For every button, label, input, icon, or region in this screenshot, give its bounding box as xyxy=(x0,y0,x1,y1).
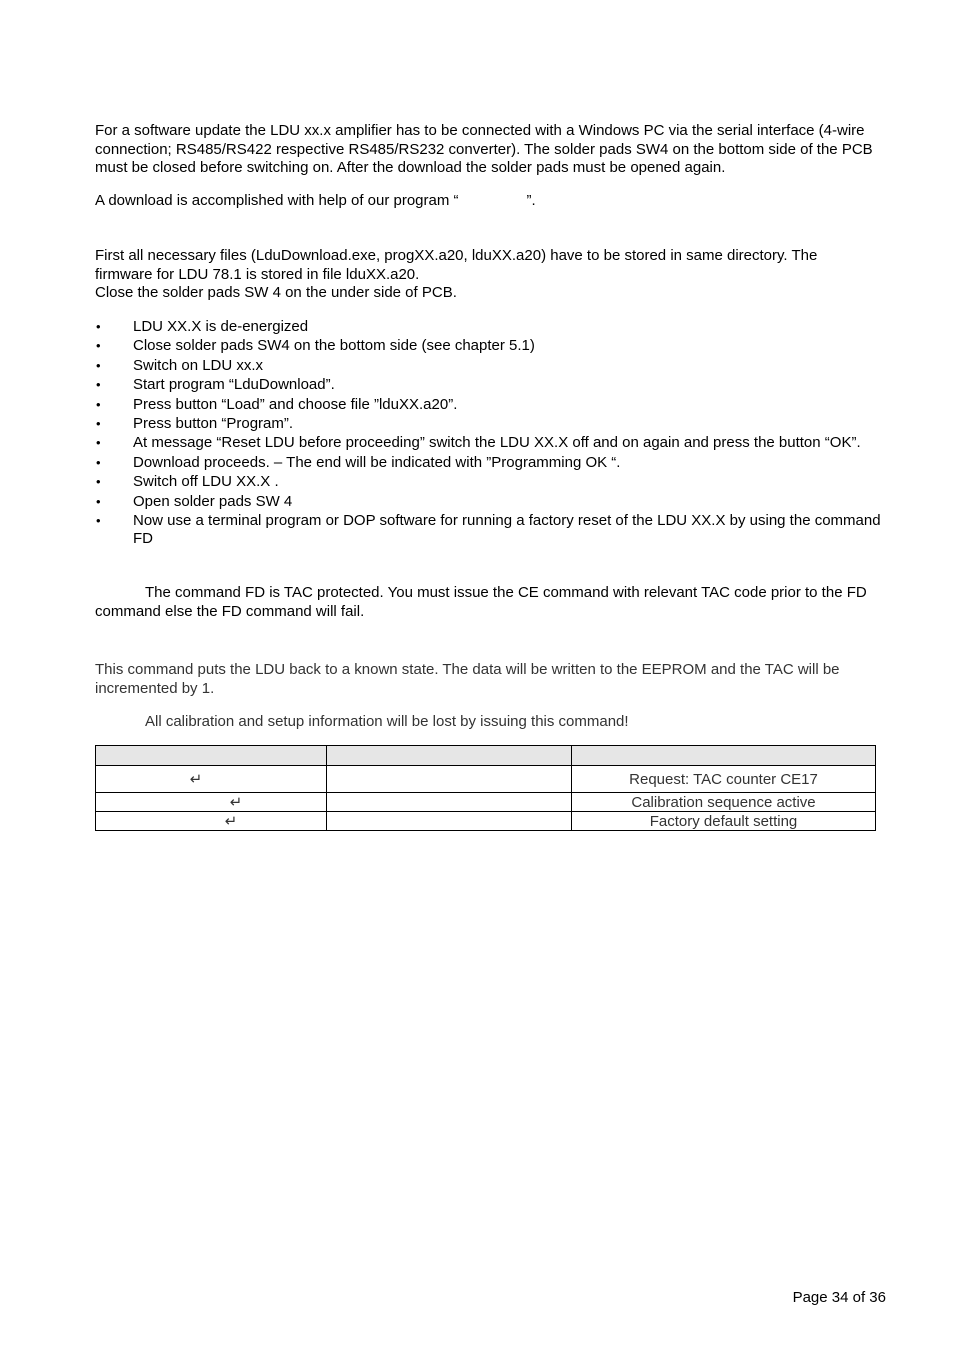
bullet-icon: • xyxy=(96,415,101,431)
step-text: Now use a terminal program or DOP software for running a factory reset of the LDU XX.X by using the command FD xyxy=(133,511,881,548)
fd-warning: All calibration and setup information will be lost by issuing this command! xyxy=(145,713,629,730)
list-item xyxy=(95,396,885,415)
bullet-icon: • xyxy=(96,357,101,373)
step-text: Close solder pads SW4 on the bottom side (see chapter 5.1) xyxy=(133,337,535,355)
download-program-prefix: A download is accomplished with help of our program “ xyxy=(95,192,459,209)
bullet-icon: • xyxy=(96,319,101,334)
table-header-cell xyxy=(96,746,327,766)
step-text: LDU XX.X is de-energized xyxy=(133,318,309,335)
meaning-cell: Factory default setting xyxy=(572,812,876,831)
fd-command-description: This command puts the LDU back to a known state. The data will be written to the EEPROM and the TAC will be incremented by 1. xyxy=(95,661,840,697)
table-header-cell xyxy=(327,746,572,766)
enter-key-icon: ↵ xyxy=(96,793,327,812)
bullet-icon: • xyxy=(96,493,101,509)
list-item xyxy=(95,357,885,376)
step-text: At message “Reset LDU before proceeding” switch the LDU XX.X off and on again and press the button “OK”. xyxy=(133,434,861,452)
files-paragraph xyxy=(95,247,891,303)
table-header-cell xyxy=(572,746,876,766)
step-text: Press button “Load” and choose file ”lduXX.a20”. xyxy=(133,395,458,413)
bullet-icon: • xyxy=(96,338,101,354)
bullet-icon: • xyxy=(96,435,101,451)
bullet-icon: • xyxy=(96,474,101,490)
table-header-row xyxy=(96,746,876,766)
bullet-icon: • xyxy=(96,454,101,470)
response-cell xyxy=(327,793,572,812)
bullet-icon: • xyxy=(96,512,101,528)
step-text: Switch off LDU XX.X . xyxy=(133,473,279,491)
table-row xyxy=(96,766,876,793)
list-item xyxy=(95,473,885,492)
meaning-cell: Request: TAC counter CE17 xyxy=(572,766,876,793)
enter-key-icon: ↵ xyxy=(96,766,327,793)
list-item xyxy=(95,337,885,356)
list-item xyxy=(95,512,885,549)
response-cell xyxy=(327,766,572,793)
list-item xyxy=(95,434,885,453)
list-item xyxy=(95,415,885,434)
bullet-icon: • xyxy=(96,396,101,412)
bullet-icon: • xyxy=(96,377,101,393)
list-item xyxy=(95,318,885,337)
download-steps-list xyxy=(95,318,885,550)
files-line-3: Close the solder pads SW 4 on the under side of PCB. xyxy=(95,284,457,301)
list-item xyxy=(95,454,885,473)
table-row xyxy=(96,812,876,831)
files-line-1: First all necessary files (LduDownload.exe, progXX.a20, lduXX.a20) have to be stored in same directory. The xyxy=(95,247,818,264)
step-text: Switch on LDU xx.x xyxy=(133,356,264,374)
page-number: Page 34 of 36 xyxy=(792,1289,886,1306)
step-text: Press button “Program”. xyxy=(133,414,294,432)
list-item xyxy=(95,493,885,512)
step-text: Start program “LduDownload”. xyxy=(133,376,335,394)
meaning-cell: Calibration sequence active xyxy=(572,793,876,812)
list-item xyxy=(95,376,885,395)
files-line-2: firmware for LDU 78.1 is stored in file lduXX.a20. xyxy=(95,265,420,283)
download-program-line xyxy=(95,192,891,211)
step-text: Download proceeds. – The end will be indicated with ”Programming OK “. xyxy=(133,453,621,471)
intro-paragraph: For a software update the LDU xx.x amplifier has to be connected with a Windows PC via the serial interface (4-wire connection; RS485/RS422 respective RS485/RS232 converter). The solder pads SW4 on the bottom side of the PCB must be closed before switching on. After the download the solder pads must be opened again. xyxy=(95,122,873,176)
tac-protection-note: The command FD is TAC protected. You must issue the CE command with relevant TAC code prior to the FD command else the FD command will fail. xyxy=(95,584,867,620)
response-cell xyxy=(327,812,572,831)
fd-command-table xyxy=(95,745,876,831)
step-text: Open solder pads SW 4 xyxy=(133,492,293,510)
enter-key-icon: ↵ xyxy=(96,812,327,831)
table-row xyxy=(96,793,876,812)
download-program-suffix: ”. xyxy=(526,192,536,209)
